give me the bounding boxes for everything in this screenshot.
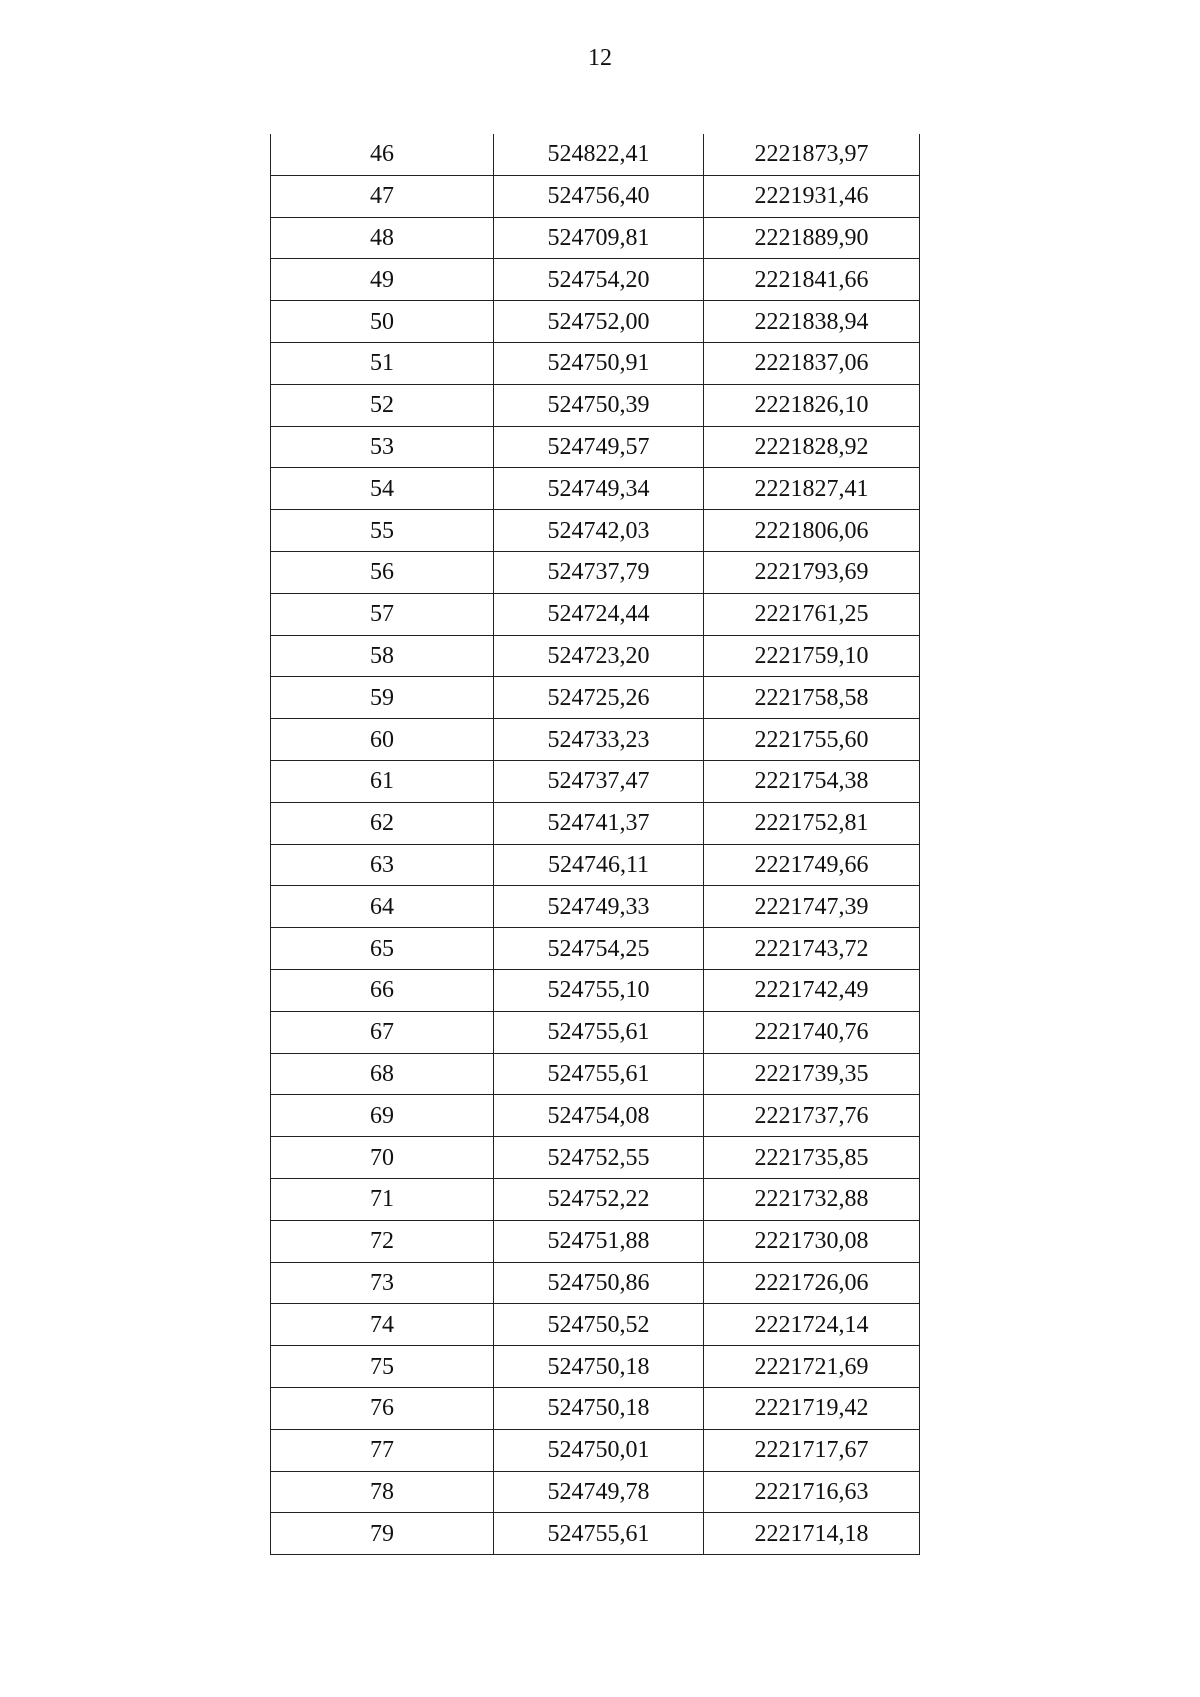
table-row xyxy=(271,1304,920,1346)
y-coordinate-cell: 2221931,46 xyxy=(704,175,920,217)
table-row xyxy=(271,342,920,384)
point-number-cell: 65 xyxy=(271,928,494,970)
y-coordinate-cell: 2221714,18 xyxy=(704,1513,920,1555)
point-number-cell: 74 xyxy=(271,1304,494,1346)
x-coordinate-cell: 524755,61 xyxy=(494,1011,704,1053)
coordinates-table-body xyxy=(271,134,920,1555)
x-coordinate-cell: 524750,18 xyxy=(494,1346,704,1388)
table-row xyxy=(271,886,920,928)
table-row xyxy=(271,259,920,301)
y-coordinate-cell: 2221758,58 xyxy=(704,677,920,719)
point-number-cell: 76 xyxy=(271,1387,494,1429)
table-row xyxy=(271,1178,920,1220)
y-coordinate-cell: 2221749,66 xyxy=(704,844,920,886)
point-number-cell: 63 xyxy=(271,844,494,886)
table-row xyxy=(271,1137,920,1179)
x-coordinate-cell: 524733,23 xyxy=(494,719,704,761)
point-number-cell: 61 xyxy=(271,760,494,802)
x-coordinate-cell: 524737,79 xyxy=(494,551,704,593)
x-coordinate-cell: 524750,18 xyxy=(494,1387,704,1429)
x-coordinate-cell: 524737,47 xyxy=(494,760,704,802)
x-coordinate-cell: 524756,40 xyxy=(494,175,704,217)
table-row xyxy=(271,301,920,343)
x-coordinate-cell: 524755,10 xyxy=(494,969,704,1011)
point-number-cell: 54 xyxy=(271,468,494,510)
point-number-cell: 49 xyxy=(271,259,494,301)
table-row xyxy=(271,1513,920,1555)
point-number-cell: 57 xyxy=(271,593,494,635)
table-row xyxy=(271,1053,920,1095)
y-coordinate-cell: 2221755,60 xyxy=(704,719,920,761)
point-number-cell: 59 xyxy=(271,677,494,719)
y-coordinate-cell: 2221754,38 xyxy=(704,760,920,802)
table-row xyxy=(271,551,920,593)
x-coordinate-cell: 524822,41 xyxy=(494,134,704,175)
x-coordinate-cell: 524741,37 xyxy=(494,802,704,844)
y-coordinate-cell: 2221737,76 xyxy=(704,1095,920,1137)
table-row xyxy=(271,593,920,635)
table-row xyxy=(271,510,920,552)
y-coordinate-cell: 2221735,85 xyxy=(704,1137,920,1179)
point-number-cell: 60 xyxy=(271,719,494,761)
x-coordinate-cell: 524754,25 xyxy=(494,928,704,970)
y-coordinate-cell: 2221719,42 xyxy=(704,1387,920,1429)
y-coordinate-cell: 2221730,08 xyxy=(704,1220,920,1262)
table-row xyxy=(271,802,920,844)
x-coordinate-cell: 524709,81 xyxy=(494,217,704,259)
table-row xyxy=(271,969,920,1011)
table-row xyxy=(271,426,920,468)
point-number-cell: 64 xyxy=(271,886,494,928)
table-row xyxy=(271,217,920,259)
y-coordinate-cell: 2221889,90 xyxy=(704,217,920,259)
point-number-cell: 50 xyxy=(271,301,494,343)
point-number-cell: 56 xyxy=(271,551,494,593)
x-coordinate-cell: 524754,08 xyxy=(494,1095,704,1137)
x-coordinate-cell: 524752,55 xyxy=(494,1137,704,1179)
table-row xyxy=(271,175,920,217)
y-coordinate-cell: 2221838,94 xyxy=(704,301,920,343)
page-number: 12 xyxy=(588,45,612,71)
table-row xyxy=(271,844,920,886)
table-row xyxy=(271,1262,920,1304)
table-row xyxy=(271,1429,920,1471)
x-coordinate-cell: 524750,39 xyxy=(494,384,704,426)
point-number-cell: 78 xyxy=(271,1471,494,1513)
y-coordinate-cell: 2221732,88 xyxy=(704,1178,920,1220)
point-number-cell: 46 xyxy=(271,134,494,175)
x-coordinate-cell: 524749,78 xyxy=(494,1471,704,1513)
point-number-cell: 52 xyxy=(271,384,494,426)
y-coordinate-cell: 2221742,49 xyxy=(704,969,920,1011)
x-coordinate-cell: 524750,86 xyxy=(494,1262,704,1304)
y-coordinate-cell: 2221828,92 xyxy=(704,426,920,468)
x-coordinate-cell: 524755,61 xyxy=(494,1053,704,1095)
x-coordinate-cell: 524749,57 xyxy=(494,426,704,468)
table-row xyxy=(271,1346,920,1388)
x-coordinate-cell: 524724,44 xyxy=(494,593,704,635)
table-row xyxy=(271,1220,920,1262)
table-row xyxy=(271,134,920,175)
y-coordinate-cell: 2221827,41 xyxy=(704,468,920,510)
table-row xyxy=(271,1011,920,1053)
coordinates-table xyxy=(270,134,920,1555)
table-row xyxy=(271,677,920,719)
table-row xyxy=(271,1387,920,1429)
x-coordinate-cell: 524746,11 xyxy=(494,844,704,886)
y-coordinate-cell: 2221806,06 xyxy=(704,510,920,552)
y-coordinate-cell: 2221721,69 xyxy=(704,1346,920,1388)
y-coordinate-cell: 2221761,25 xyxy=(704,593,920,635)
y-coordinate-cell: 2221739,35 xyxy=(704,1053,920,1095)
point-number-cell: 68 xyxy=(271,1053,494,1095)
x-coordinate-cell: 524723,20 xyxy=(494,635,704,677)
x-coordinate-cell: 524752,00 xyxy=(494,301,704,343)
table-row xyxy=(271,1471,920,1513)
x-coordinate-cell: 524750,91 xyxy=(494,342,704,384)
y-coordinate-cell: 2221826,10 xyxy=(704,384,920,426)
x-coordinate-cell: 524749,34 xyxy=(494,468,704,510)
y-coordinate-cell: 2221793,69 xyxy=(704,551,920,593)
point-number-cell: 72 xyxy=(271,1220,494,1262)
table-row xyxy=(271,719,920,761)
y-coordinate-cell: 2221873,97 xyxy=(704,134,920,175)
point-number-cell: 62 xyxy=(271,802,494,844)
point-number-cell: 48 xyxy=(271,217,494,259)
point-number-cell: 58 xyxy=(271,635,494,677)
point-number-cell: 69 xyxy=(271,1095,494,1137)
y-coordinate-cell: 2221841,66 xyxy=(704,259,920,301)
point-number-cell: 75 xyxy=(271,1346,494,1388)
point-number-cell: 70 xyxy=(271,1137,494,1179)
y-coordinate-cell: 2221752,81 xyxy=(704,802,920,844)
x-coordinate-cell: 524750,01 xyxy=(494,1429,704,1471)
y-coordinate-cell: 2221743,72 xyxy=(704,928,920,970)
point-number-cell: 73 xyxy=(271,1262,494,1304)
point-number-cell: 55 xyxy=(271,510,494,552)
x-coordinate-cell: 524755,61 xyxy=(494,1513,704,1555)
y-coordinate-cell: 2221747,39 xyxy=(704,886,920,928)
x-coordinate-cell: 524750,52 xyxy=(494,1304,704,1346)
x-coordinate-cell: 524754,20 xyxy=(494,259,704,301)
x-coordinate-cell: 524725,26 xyxy=(494,677,704,719)
table-row xyxy=(271,1095,920,1137)
point-number-cell: 66 xyxy=(271,969,494,1011)
y-coordinate-cell: 2221740,76 xyxy=(704,1011,920,1053)
y-coordinate-cell: 2221724,14 xyxy=(704,1304,920,1346)
x-coordinate-cell: 524752,22 xyxy=(494,1178,704,1220)
x-coordinate-cell: 524751,88 xyxy=(494,1220,704,1262)
table-row xyxy=(271,928,920,970)
point-number-cell: 67 xyxy=(271,1011,494,1053)
table-row xyxy=(271,384,920,426)
y-coordinate-cell: 2221759,10 xyxy=(704,635,920,677)
x-coordinate-cell: 524749,33 xyxy=(494,886,704,928)
point-number-cell: 77 xyxy=(271,1429,494,1471)
point-number-cell: 53 xyxy=(271,426,494,468)
x-coordinate-cell: 524742,03 xyxy=(494,510,704,552)
y-coordinate-cell: 2221717,67 xyxy=(704,1429,920,1471)
table-row xyxy=(271,468,920,510)
point-number-cell: 47 xyxy=(271,175,494,217)
point-number-cell: 71 xyxy=(271,1178,494,1220)
y-coordinate-cell: 2221716,63 xyxy=(704,1471,920,1513)
point-number-cell: 79 xyxy=(271,1513,494,1555)
table-row xyxy=(271,635,920,677)
table-row xyxy=(271,760,920,802)
y-coordinate-cell: 2221837,06 xyxy=(704,342,920,384)
y-coordinate-cell: 2221726,06 xyxy=(704,1262,920,1304)
point-number-cell: 51 xyxy=(271,342,494,384)
